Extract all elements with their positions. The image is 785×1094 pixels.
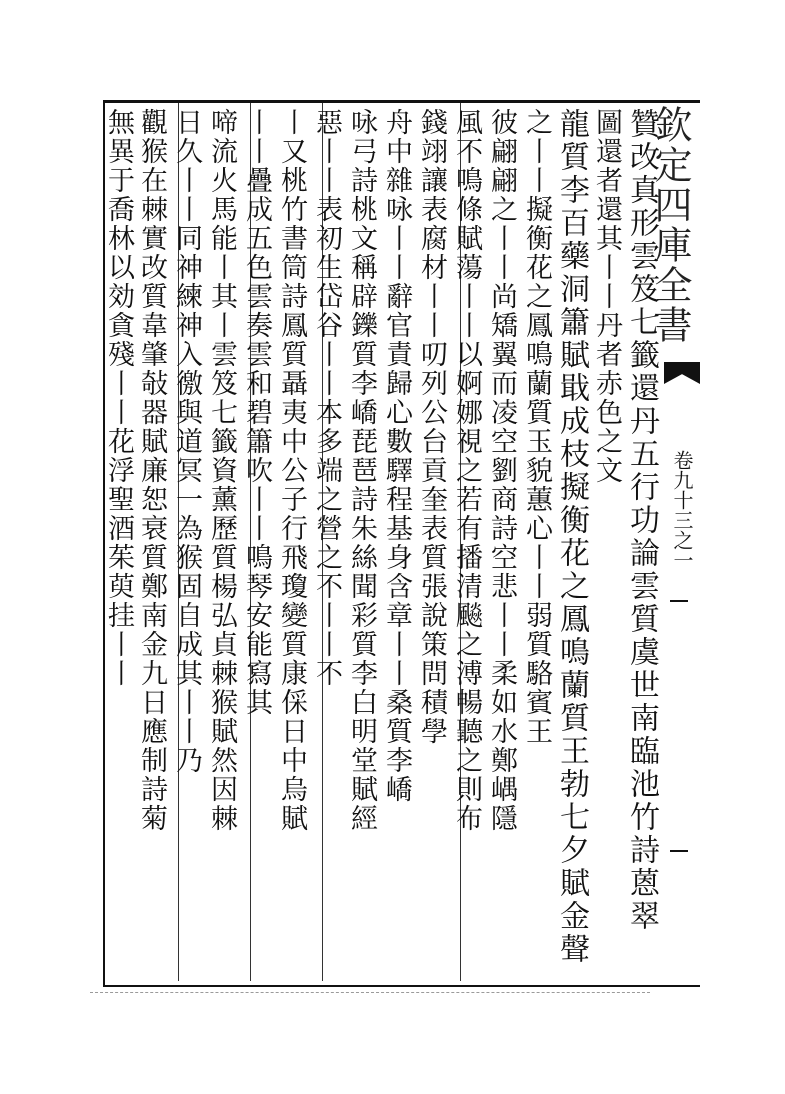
text-column: 舟中雜咏丨丨辭官責歸心數驛程基身含章丨丨桑質李嶠 — [381, 108, 412, 804]
text-column: 日久丨丨同神練神入徼與道冥一為猴固自成其丨丨乃 — [171, 108, 202, 775]
scan-edge — [90, 992, 650, 994]
text-column: 無異于喬林以効貪殘丨丨花浮聖酒茱萸挂丨丨 — [103, 108, 134, 688]
text-column: 惡丨丨表初生岱谷丨丨本多端之營之不丨丨不 — [311, 108, 342, 688]
margin-tick — [670, 600, 688, 602]
text-column: 龍質李百藥洞簫賦戢成枝擬衡花之鳳鳴蘭質王勃七夕賦金聲 — [554, 108, 589, 966]
margin-tick — [670, 850, 688, 852]
text-column: 錢翊讓表腐材丨丨叨列公台貢奎表質張說策問積學 — [416, 108, 447, 746]
text-column: 丨丨疊成五色雲奏雲和碧簫吹丨丨鳴琴安能寫其 — [241, 108, 272, 717]
book-title: 欽定四庫全書 — [648, 105, 692, 345]
text-column: 圖還者還其丨丨丹者赤色之文 — [591, 108, 622, 485]
text-column: 丨又桃竹書筒詩鳳質聶夷中公子行飛瓊變質康倸日中烏賦 — [276, 108, 307, 833]
text-column: 啼流火馬能丨其丨雲笈七籤資薰歷質楊弘貞棘猴賦然因棘 — [206, 108, 237, 833]
text-column: 贊改真形雲笈七籤還丹五行功論雲質虞世南臨池竹詩蒽翠 — [624, 108, 659, 933]
text-column: 彼翩翩之丨丨尚矯翼而凌空劉商詩空悲丨丨柔如水鄭嵎隱 — [486, 108, 517, 833]
text-column: 之丨丨擬衡花之鳳鳴蘭質玉貌蕙心丨丨弱質駱賓王 — [521, 108, 552, 746]
text-column: 咏弓詩桃文稱辟鑠質李嶠琵琶詩朱絲聞彩質李白明堂賦經 — [346, 108, 377, 833]
volume-label: 卷九十三之一 — [670, 450, 694, 570]
text-column: 風不鳴條賦蕩丨丨以婀娜視之若有播清飈之溥暢聽之則布 — [451, 108, 482, 833]
text-column: 觀猴在棘實改質韋肇敧器賦廉恕衰質鄭南金九日應制詩菊 — [136, 108, 167, 833]
